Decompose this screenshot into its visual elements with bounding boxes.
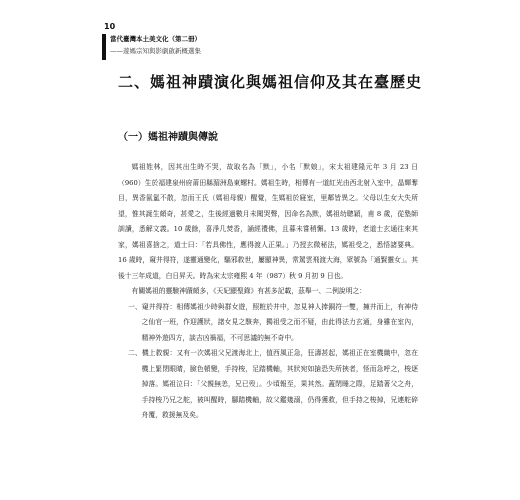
running-header-title: 當代臺灣本土美文化（第二冊） bbox=[110, 35, 201, 43]
running-header-subtitle: ——遊媽宗知與影劇啟新概選集 bbox=[110, 47, 201, 55]
header-bar bbox=[102, 34, 106, 60]
list-item-loom-rescue: 二、機上救親：又有一次媽祖父兄渡海北上，值西風正急，狂濤甚起，媽祖正在室機織中，忽在機上緊閉眼睛，臉色頓變，手持梭，足踏機軸，其狀宛如搶恐失所挾者，怪而急呼之，梭逐掉落。媽祖泣曰：「父親無恙，兄已殁」。少頃報至，果其然。蓋閉睡之際，足踏著父之舟，手持梭乃兄之舵，被叫醒時，腳踏機軸，故父鑑幾溺，仍得獲救，但手持之梭掉，兄連舵碎舟覆，救援無及矣。 bbox=[128, 349, 418, 419]
paragraph-biography: 媽祖姓林，因其出生時不哭，故取名為「默」，小名「默娘」，宋太祖建隆元年 3 月 23 日（960）生於福建泉州府莆田縣湄洲島東螺村。媽祖生時，相傳有一道紅光由西北射入室中，晶輝奪目，異香氤氳不散，忽而王氏（媽祖母親）醒覺，生媽祖於寢室，里鄰皆異之。父母以生女大失所望，惟其誕生頗奇，甚愛之，生後經過數月未聞哭聲，因命名為默，媽祖幼聰穎，甫 8 歲，從塾師訓讀，悉解文義。10 歲餘，喜淨几焚香，誦經禮佛，且暮未嘗稍懈。13 歲時，老道士玄通往來其家，媽祖喜捨之，道士曰：「若具佛性，應得渡人正果。」乃授玄微秘法，媽祖受之，悉悟諸要典。16 歲時，窺井得符，遂靈通變化，驅邪救世，屢顯神異，常駕雲飛渡大海，眾號為「通賢靈女」。其後十三年成道，白日昇天。時為宋太宗雍熙 4 年（987）秋 9 月初 9 日也。 bbox=[118, 163, 418, 280]
list-item-well-talisman: 一、窺井得符：相傳媽祖少時與群女遊，照粧於井中，忽見神人捧銅符一雙，擁井而上，有神侍之仙官一班，作迎護狀，諸女見之駭奔，獨祖受之而不疑，由此得法力玄通，身雖在室內，精神外遊四方，談吉凶禍福，不可思議的無不奇中。 bbox=[128, 302, 418, 342]
paragraph-intro-examples: 有關媽祖的靈驗神蹟頗多，《天妃顯聖錄》有甚多記載，茲舉一、二例說明之： bbox=[131, 287, 367, 295]
section-title: （一）媽祖神蹟與傳說 bbox=[118, 132, 218, 143]
chapter-title: 二、媽祖神蹟演化與媽祖信仰及其在臺歷史 bbox=[118, 73, 423, 91]
page-number: 10 bbox=[104, 22, 116, 31]
body-text bbox=[118, 160, 418, 424]
